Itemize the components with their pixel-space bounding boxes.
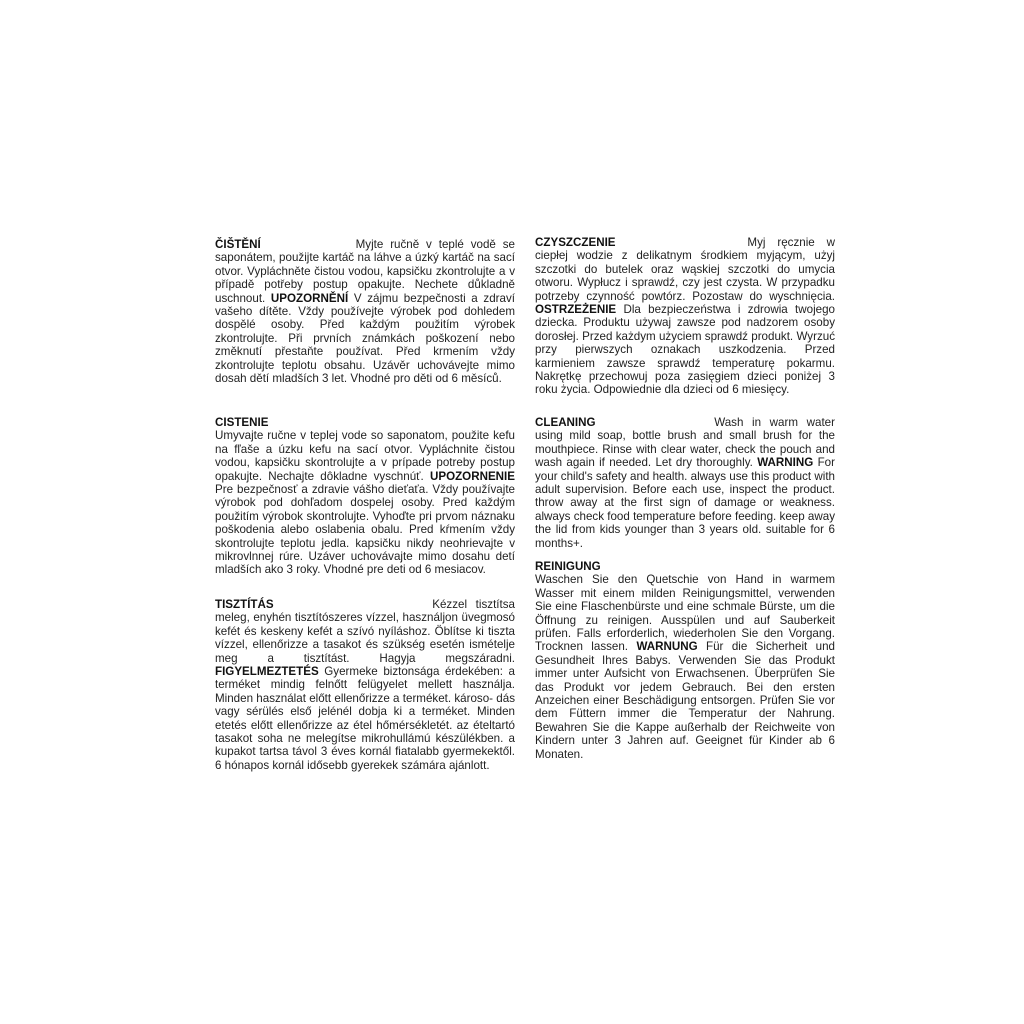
warning-text-pl: Dla bezpieczeństwa i zdrowia twojego dziecka. Produktu używaj zawsze pod nadzorem osoby dorosłej. Przed każdym użyciem sprawdź produkt. Wyrzuć przy pierwszych oznakach uszkodzenia. Przed karmieniem zawsze sprawdź temperaturę pokarmu. Nakrętkę przechowuj poza zasięgiem dzieci poniżej 3 roku życia. Odpowiednie dla dzieci od 6 miesięcy. (535, 303, 835, 397)
section-title-pl: CZYSZCZENIE (535, 236, 616, 249)
section-intro-hu: Kézzel tisztítsa meleg, enyhén tisztítószeres vízzel, használjon üvegmosó kefét és keskeny kefét a szívó nyíláshoz. Öblítse ki tiszta vízzel, ellenőrizze a tasakot és szükség esetén ismételje meg a tisztítást. Hagyja megszáradni. (215, 598, 515, 665)
section-intro-sk: Umyvajte ručne v teplej vode so saponatom, použite kefu na fľaše a úzku kefu na sací otvor. Vypláchnite čistou vodou, kapsičku skontrolujte a v prípade potreby postup opakujte. Nechajte dôkladne vyschnúť. (215, 429, 515, 483)
warning-text-sk: Pre bezpečnosť a zdravie vášho dieťaťa. Vždy používajte výrobok pod dohľadom dospelej osoby. Pred každým použitím výrobok skontrolujte. Vyhoďte pri prvom náznaku poškodenia alebo oslabenia obalu. Pred kŕmením vždy skontrolujte teplotu jedla. kapsičku nikdy neohrievajte v mikrovlnnej rúre. Uzáver uchovávajte mimo dosahu detí mladších ako 3 roky. Vhodné pre deti od 6 mesiacov. (215, 483, 515, 577)
warning-text-de: Für die Sicherheit und Gesundheit Ihres Babys. Verwenden Sie das Produkt immer unter Aufsicht von Erwachsenen. Überprüfen Sie das Produkt vor jedem Gebrauch. Bei den ersten Anzeichen einer Beschädigung entsorgen. Prüfen Sie vor dem Füttern immer die Temperatur der Nahrung. Bewahren Sie die Kappe außerhalb der Reichweite von Kindern unter 3 Jahren auf. Geeignet für Kinder ab 6 Monaten. (535, 640, 835, 761)
warning-text-en: For your child's safety and health. always use this product with adult supervision. Before each use, inspect the product. throw away at the first sign of damage or weakness. always check food temperature before feeding. keep away the lid from kids younger than 3 years old. suitable for 6 months+. (535, 456, 835, 550)
section-sk (215, 416, 515, 577)
warning-label-cs: UPOZORNĚNÍ (270, 291, 349, 305)
section-title-en: CLEANING (535, 416, 596, 429)
warning-label-hu: FIGYELMEZTETÉS (215, 665, 319, 679)
section-title-sk: CISTENIE (215, 416, 269, 429)
section-intro-cs: Myjte ručně v teplé vodě se saponátem, použijte kartáč na láhve a úzký kartáč na sací otvor. Vypláchněte čistou vodou, kapsičku zkontrolujte a v případě potřeby postup opakujte. Nechete důkladně uschnout. (215, 238, 515, 305)
section-de (535, 560, 835, 761)
section-intro-pl: Myj ręcznie w ciepłej wodzie z delikatnym środkiem myjącym, użyj szczotki do butelek oraz wąskiej szczotki do umycia otworu. Wypłucz i sprawdź, czy jest czysta. W przypadku potrzeby czynność powtórz. Pozostaw do wyschnięcia. (535, 236, 835, 303)
warning-label-de: WARNUNG (636, 640, 698, 654)
section-title-hu: TISZTÍTÁS (215, 598, 274, 611)
section-hu (215, 598, 515, 772)
section-title-de: REINIGUNG (535, 560, 601, 573)
section-en (535, 416, 835, 550)
section-title-cs: ČIŠTĚNÍ (215, 238, 261, 251)
section-pl (535, 236, 835, 397)
warning-label-sk: UPOZORNENIE (429, 469, 515, 483)
section-cs (215, 238, 515, 385)
section-intro-de: Waschen Sie den Quetschie von Hand in warmem Wasser mit einem milden Reinigungsmittel, verwenden Sie eine Flaschenbürste und eine schmale Bürste, um die Öffnung zu reinigen. Ausspülen und auf Sauberkeit prüfen. Falls erforderlich, wiederholen Sie den Vorgang. Trocknen lassen. (535, 573, 835, 654)
warning-label-en: WARNING (757, 456, 814, 470)
section-intro-en: Wash in warm water using mild soap, bottle brush and small brush for the mouthpiece. Rinse with clear water, check the pouch and wash again if needed. Let dry thoroughly. (535, 416, 835, 470)
warning-label-pl: OSTRZEŻENIE (535, 303, 617, 317)
warning-text-hu: Gyermeke biztonsága érdekében: a terméket mindig felnőtt felügyelet mellett használja. Minden használat előtt ellenőrizze a terméket. károso- dás vagy sérülés első jelénél dobja ki a terméket. Minden etetés előtt ellenőrizze az étel hőmérsékletét. az ételtartó tasakot soha ne melegítse mikrohullámú készülékben. a kupakot tartsa távol 3 éves kornál fiatalabb gyermekektől. 6 hónapos kornál idősebb gyerekek számára ajánlott. (215, 665, 515, 772)
warning-text-cs: V zájmu bezpečnosti a zdraví vašeho dítěte. Vždy používejte výrobek pod dohledem dospělé osoby. Před každým použitím výrobek zkontrolujte. Při prvních známkách poškození nebo změknutí přestaňte používat. Před krmením vždy zkontrolujte teplotu obsahu. Uzávěr uchovávejte mimo dosah dětí mladších 3 let. Vhodné pro děti od 6 měsíců. (215, 291, 515, 386)
